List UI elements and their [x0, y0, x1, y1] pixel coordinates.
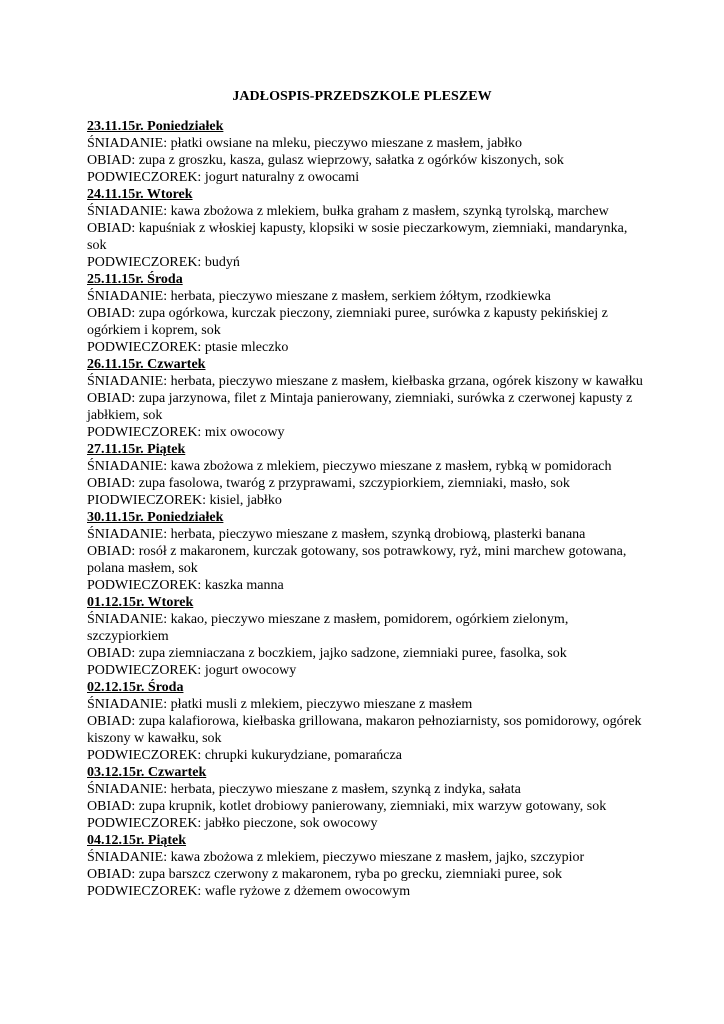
breakfast-line — [87, 288, 647, 305]
day-block — [87, 679, 647, 764]
meal-text: ptasie mleczko — [201, 340, 289, 355]
day-header: 04.12.15r. Piątek — [87, 833, 187, 848]
meal-text: zupa kalafiorowa, kiełbaska grillowana, makaron pełnoziarnisty, sos pomidorowy, ogórek kiszony w kawałku, sok — [87, 714, 642, 746]
lunch-line — [87, 645, 647, 662]
meal-text: herbata, pieczywo mieszane z masłem, kiełbaska grzana, ogórek kiszony w kawałku — [167, 374, 643, 389]
meal-text: zupa ogórkowa, kurczak pieczony, ziemniaki puree, surówka z kapusty pekińskiej z ogórkiem i koprem, sok — [87, 306, 608, 338]
meal-label: OBIAD: — [87, 391, 136, 406]
day-block — [87, 441, 647, 509]
meal-label: OBIAD: — [87, 646, 136, 661]
meal-text: kisiel, jabłko — [206, 493, 282, 508]
snack-line — [87, 492, 647, 509]
day-header: 27.11.15r. Piątek — [87, 442, 186, 457]
day-header: 26.11.15r. Czwartek — [87, 357, 206, 372]
lunch-line — [87, 866, 647, 883]
day-header: 24.11.15r. Wtorek — [87, 187, 193, 202]
day-block — [87, 271, 647, 356]
breakfast-line — [87, 458, 647, 475]
meal-text: herbata, pieczywo mieszane z masłem, serkiem żółtym, rzodkiewka — [167, 289, 551, 304]
meal-label: OBIAD: — [87, 306, 136, 321]
meal-label: OBIAD: — [87, 867, 136, 882]
meal-text: jabłko pieczone, sok owocowy — [201, 816, 378, 831]
meal-text: zupa krupnik, kotlet drobiowy panierowany, ziemniaki, mix warzyw gotowany, sok — [135, 799, 607, 814]
meal-text: płatki musli z mlekiem, pieczywo mieszane z masłem — [167, 697, 473, 712]
breakfast-line — [87, 373, 647, 390]
lunch-line — [87, 220, 647, 254]
day-block — [87, 356, 647, 441]
meal-text: kawa zbożowa z mlekiem, bułka graham z masłem, szynką tyrolską, marchew — [167, 204, 609, 219]
meal-label: PODWIECZOREK: — [87, 425, 202, 440]
meal-text: chrupki kukurydziane, pomarańcza — [201, 748, 402, 763]
lunch-line — [87, 475, 647, 492]
meal-label: OBIAD: — [87, 221, 136, 236]
meal-label: PODWIECZOREK: — [87, 663, 202, 678]
day-header: 03.12.15r. Czwartek — [87, 765, 207, 780]
meal-label: OBIAD: — [87, 476, 136, 491]
lunch-line — [87, 543, 647, 577]
meal-label: ŚNIADANIE: — [87, 374, 168, 389]
meal-label: PODWIECZOREK: — [87, 816, 202, 831]
day-header: 23.11.15r. Poniedziałek — [87, 119, 224, 134]
snack-line — [87, 169, 647, 186]
breakfast-line — [87, 135, 647, 152]
breakfast-line — [87, 526, 647, 543]
meal-text: mix owocowy — [201, 425, 285, 440]
meal-label: PODWIECZOREK: — [87, 255, 202, 270]
day-block — [87, 594, 647, 679]
meal-label: PODWIECZOREK: — [87, 884, 202, 899]
lunch-line — [87, 798, 647, 815]
meal-label: ŚNIADANIE: — [87, 527, 168, 542]
day-header: 01.12.15r. Wtorek — [87, 595, 194, 610]
meal-text: budyń — [201, 255, 240, 270]
meal-text: herbata, pieczywo mieszane z masłem, szynką z indyka, sałata — [167, 782, 521, 797]
meal-text: jogurt naturalny z owocami — [201, 170, 360, 185]
meal-text: herbata, pieczywo mieszane z masłem, szynką drobiową, plasterki banana — [167, 527, 586, 542]
day-block — [87, 832, 647, 900]
day-block — [87, 186, 647, 271]
snack-line — [87, 339, 647, 356]
meal-label: PODWIECZOREK: — [87, 170, 202, 185]
day-header: 02.12.15r. Środa — [87, 680, 184, 695]
breakfast-line — [87, 203, 647, 220]
meal-label: ŚNIADANIE: — [87, 459, 168, 474]
meal-label: ŚNIADANIE: — [87, 782, 168, 797]
day-block — [87, 764, 647, 832]
meal-text: wafle ryżowe z dżemem owocowym — [201, 884, 411, 899]
meal-label: ŚNIADANIE: — [87, 697, 168, 712]
meal-label: ŚNIADANIE: — [87, 204, 168, 219]
lunch-line — [87, 390, 647, 424]
meal-label: PIODWIECZOREK: — [87, 493, 206, 508]
lunch-line — [87, 152, 647, 169]
meal-text: kawa zbożowa z mlekiem, pieczywo mieszane z masłem, jajko, szczypior — [167, 850, 585, 865]
meal-label: ŚNIADANIE: — [87, 136, 168, 151]
snack-line — [87, 254, 647, 271]
snack-line — [87, 662, 647, 679]
meal-label: ŚNIADANIE: — [87, 289, 168, 304]
lunch-line — [87, 305, 647, 339]
meal-label: PODWIECZOREK: — [87, 578, 202, 593]
day-block — [87, 509, 647, 594]
snack-line — [87, 883, 647, 900]
snack-line — [87, 424, 647, 441]
meal-label: ŚNIADANIE: — [87, 612, 168, 627]
breakfast-line — [87, 611, 647, 645]
meal-text: zupa ziemniaczana z boczkiem, jajko sadzone, ziemniaki puree, fasolka, sok — [135, 646, 567, 661]
meal-text: jogurt owocowy — [201, 663, 297, 678]
meal-text: kapuśniak z włoskiej kapusty, klopsiki w sosie pieczarkowym, ziemniaki, mandarynka, sok — [87, 221, 628, 253]
meal-text: zupa jarzynowa, filet z Mintaja panierowany, ziemniaki, surówka z czerwonej kapusty z jabłkiem, sok — [87, 391, 633, 423]
page-title: JADŁOSPIS-PRZEDSZKOLE PLESZEW — [232, 89, 492, 104]
meal-text: płatki owsiane na mleku, pieczywo mieszane z masłem, jabłko — [167, 136, 523, 151]
snack-line — [87, 747, 647, 764]
breakfast-line — [87, 781, 647, 798]
meal-text: kakao, pieczywo mieszane z masłem, pomidorem, ogórkiem zielonym, szczypiorkiem — [87, 612, 569, 644]
meal-text: kawa zbożowa z mlekiem, pieczywo mieszane z masłem, rybką w pomidorach — [167, 459, 612, 474]
snack-line — [87, 577, 647, 594]
day-header: 25.11.15r. Środa — [87, 272, 183, 287]
menu-list — [87, 118, 647, 900]
meal-text: zupa z groszku, kasza, gulasz wieprzowy, sałatka z ogórków kiszonych, sok — [135, 153, 564, 168]
meal-text: rosół z makaronem, kurczak gotowany, sos potrawkowy, ryż, mini marchew gotowana, polana masłem, sok — [87, 544, 627, 576]
snack-line — [87, 815, 647, 832]
meal-text: zupa barszcz czerwony z makaronem, ryba po grecku, ziemniaki puree, sok — [135, 867, 563, 882]
day-block — [87, 118, 647, 186]
meal-label: PODWIECZOREK: — [87, 340, 202, 355]
lunch-line — [87, 713, 647, 747]
meal-label: OBIAD: — [87, 714, 136, 729]
meal-text: zupa fasolowa, twaróg z przyprawami, szczypiorkiem, ziemniaki, masło, sok — [135, 476, 570, 491]
meal-label: OBIAD: — [87, 799, 136, 814]
meal-label: ŚNIADANIE: — [87, 850, 168, 865]
meal-label: OBIAD: — [87, 544, 136, 559]
breakfast-line — [87, 849, 647, 866]
meal-label: OBIAD: — [87, 153, 136, 168]
meal-label: PODWIECZOREK: — [87, 748, 202, 763]
meal-text: kaszka manna — [201, 578, 284, 593]
breakfast-line — [87, 696, 647, 713]
day-header: 30.11.15r. Poniedziałek — [87, 510, 224, 525]
